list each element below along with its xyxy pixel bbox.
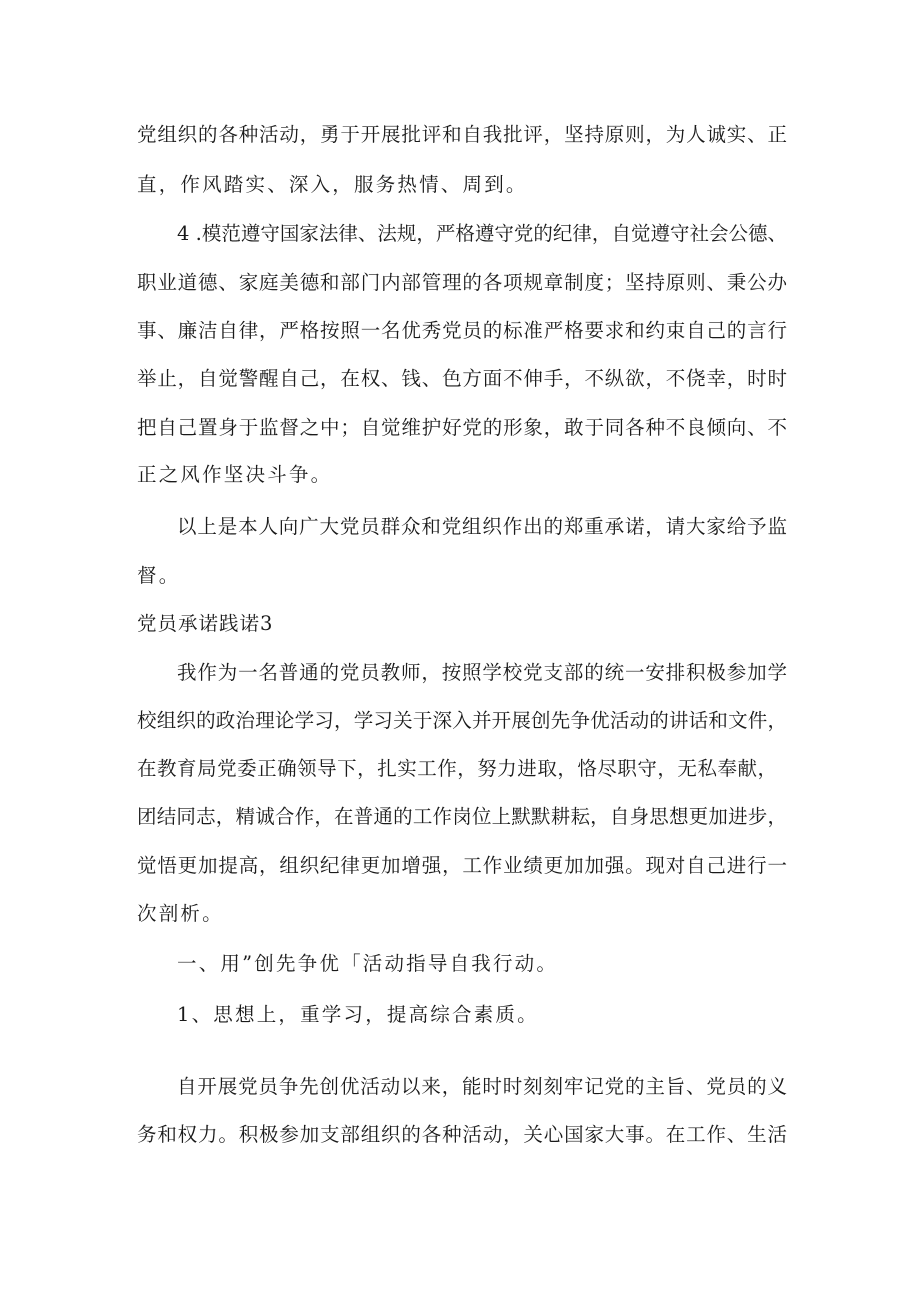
section-heading: 党员承诺践诺3 [137,612,274,635]
text-line: 觉悟更加提高，组织纪律更加增强，工作业绩更加加强。现对自己进行一 [137,854,787,877]
subheading: 一、用”创先争优「活动指导自我行动。 [177,952,559,975]
paragraph-start: 我作为一名普通的党员教师，按照学校党支部的统一安排积极参加学 [177,661,787,684]
paragraph-start: 自开展党员争先创优活动以来，能时时刻刻牢记党的主旨、党员的义 [177,1075,787,1098]
text-line: 党组织的各种活动，勇于开展批评和自我批评，坚持原则，为人诚实、正 [137,123,787,146]
text-line: 把自己置身于监督之中；自觉维护好党的形象，敢于同各种不良倾向、不 [137,416,787,439]
text-line: 督。 [137,564,181,587]
text-line: 次剖析。 [137,902,224,925]
numbered-paragraph-start: 4 .模范遵守国家法律、法规，严格遵守党的纪律，自觉遵守社会公德、 [177,222,787,245]
subheading: 1、思想上，重学习，提高综合素质。 [177,1003,539,1026]
paragraph-start: 以上是本人向广大党员群众和党组织作出的郑重承诺，请大家给予监 [177,515,787,538]
text-line: 团结同志，精诚合作，在普通的工作岗位上默默耕耘，自身思想更加进步， [137,805,787,828]
text-line: 直，作风踏实、深入，服务热情、周到。 [137,173,528,196]
text-line: 正之风作坚决斗争。 [137,463,333,486]
text-line: 事、廉洁自律，严格按照一名优秀党员的标准严格要求和约束自己的言行 [137,319,787,342]
text-line: 校组织的政治理论学习，学习关于深入并开展创先争优活动的讲话和文件， [137,709,787,732]
text-line: 职业道德、家庭美德和部门内部管理的各项规章制度；坚持原则、秉公办 [137,271,787,294]
text-line: 举止，自觉警醒自己，在权、钱、色方面不伸手，不纵欲，不侥幸，时时 [137,367,787,390]
text-line: 务和权力。积极参加支部组织的各种活动，关心国家大事。在工作、生活 [137,1123,787,1146]
text-line: 在教育局党委正确领导下，扎实工作，努力进取，恪尽职守，无私奉献， [137,757,777,780]
